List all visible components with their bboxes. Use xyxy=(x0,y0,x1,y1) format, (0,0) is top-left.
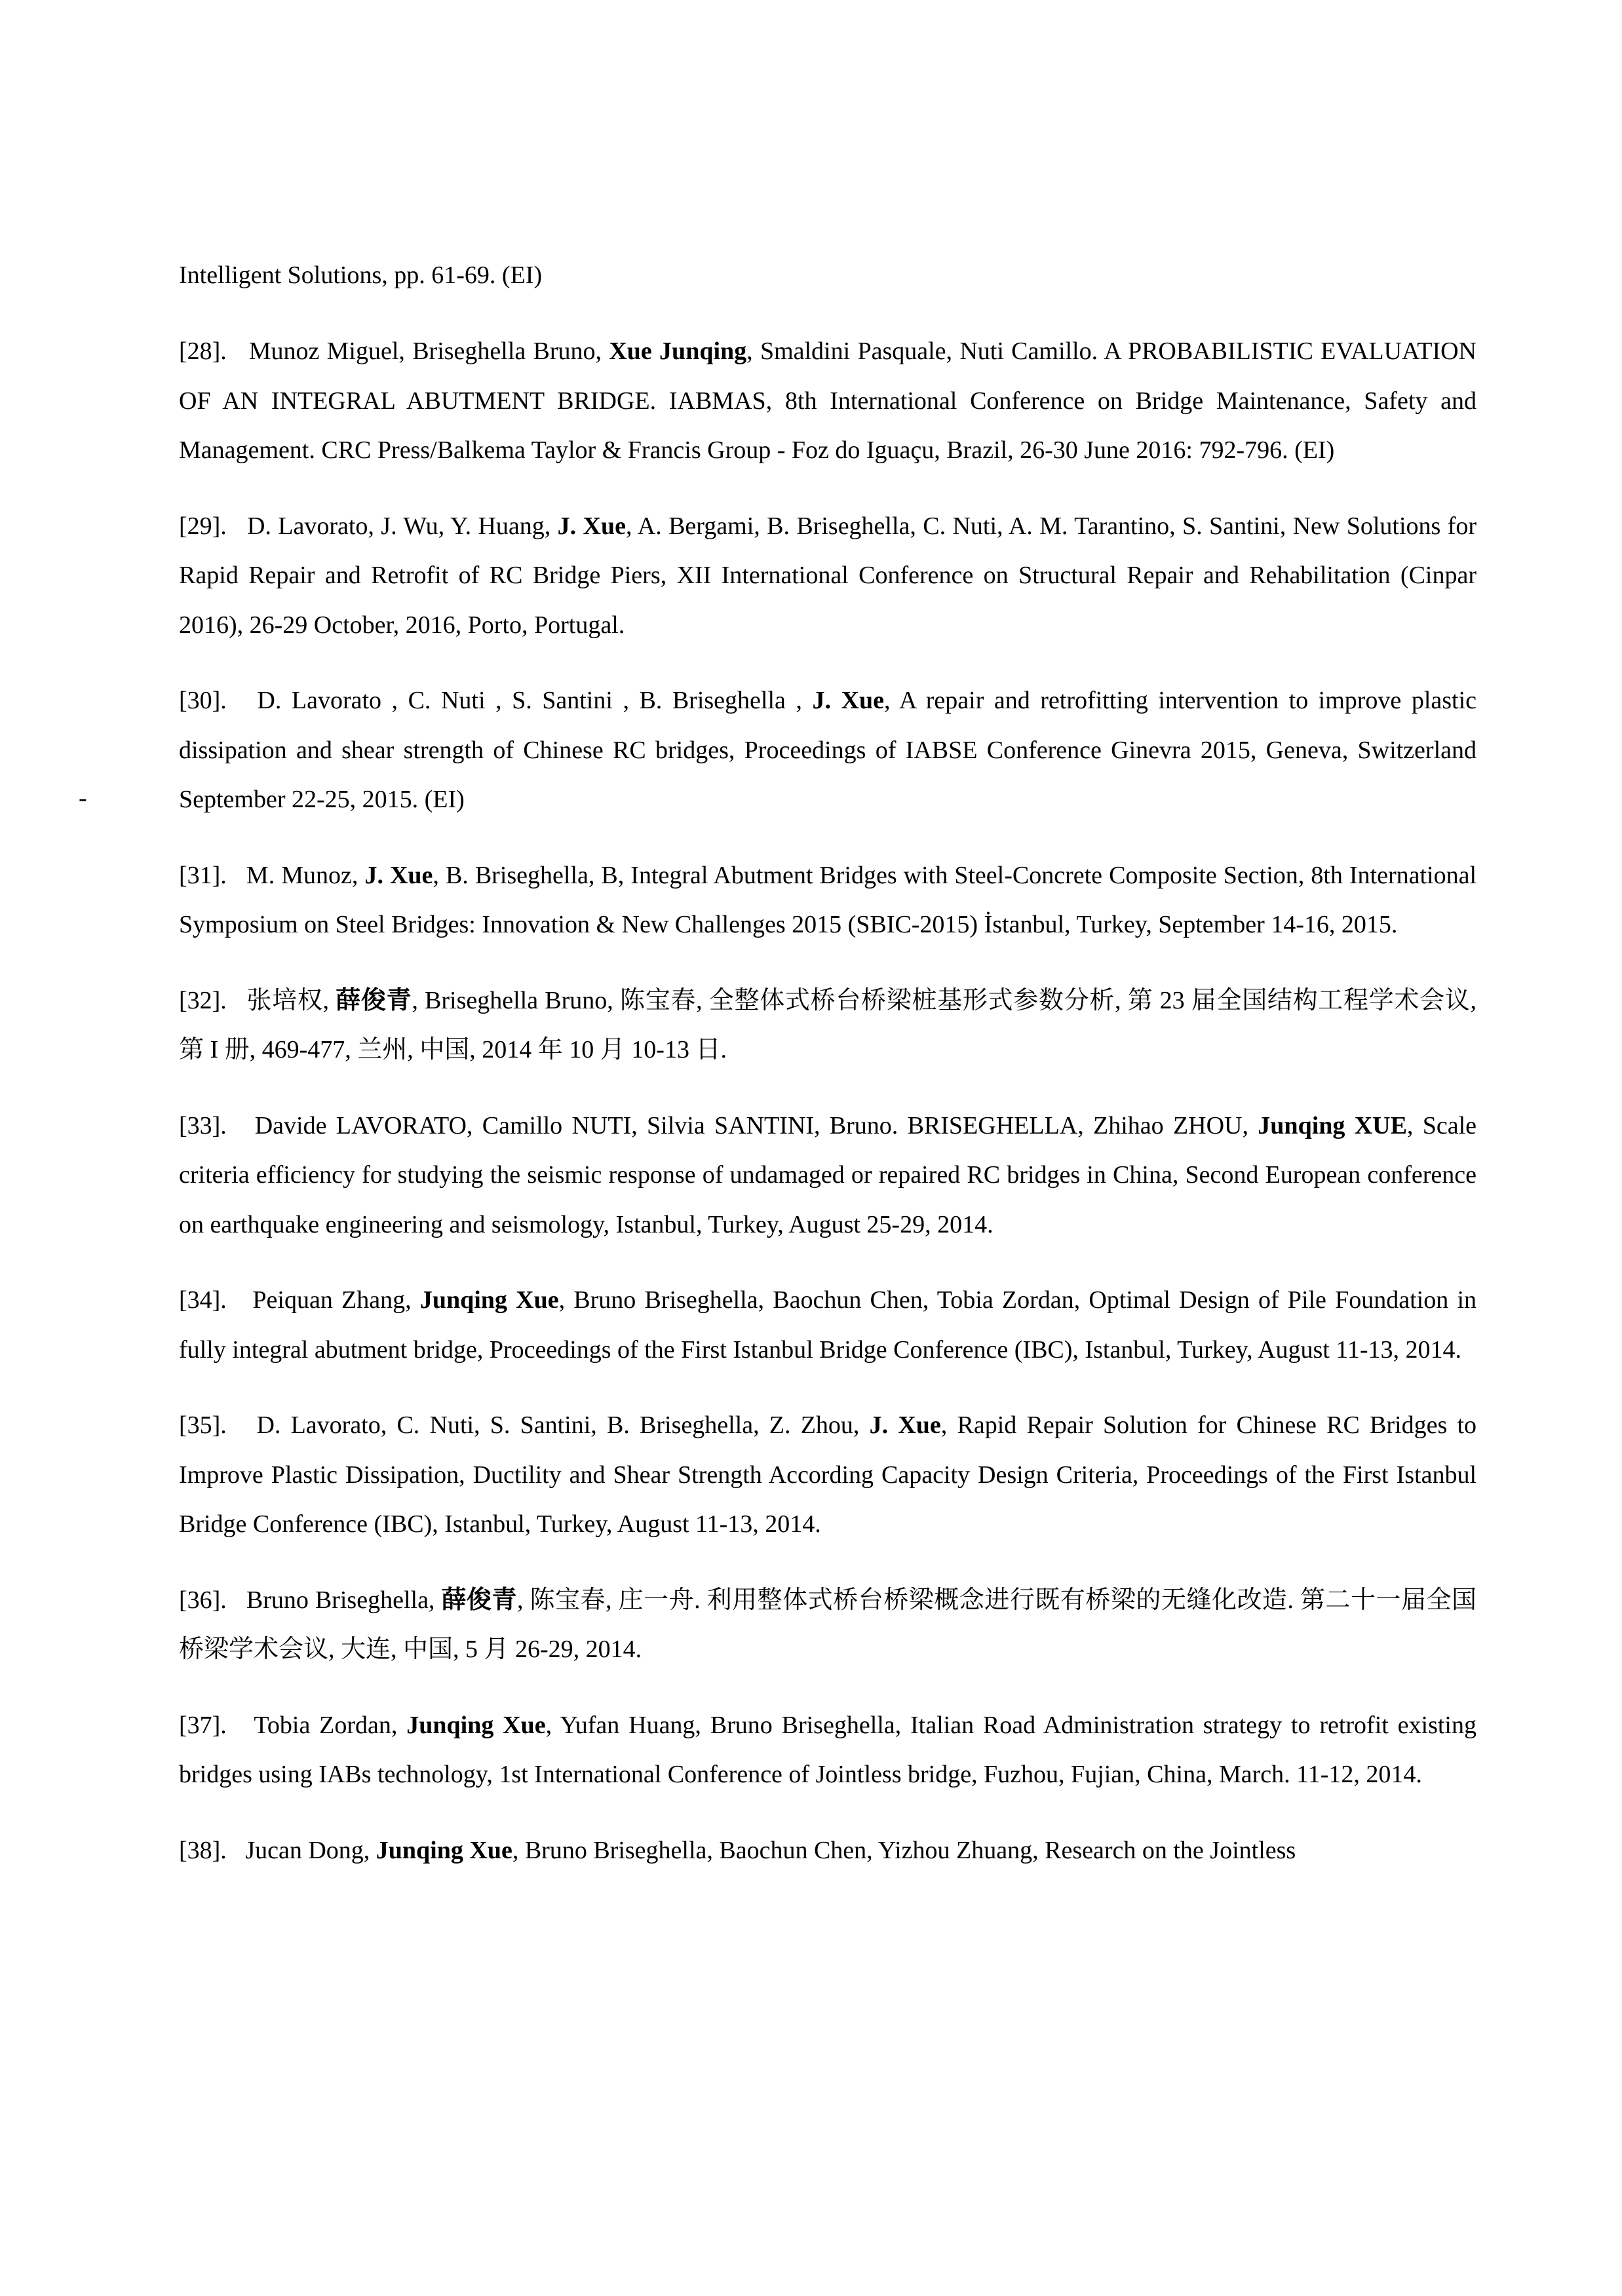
reference-number: [36]. xyxy=(179,1586,227,1614)
reference-text: , Bruno Briseghella, Baochun Chen, Yizhou Zhuang, Research on the Jointless xyxy=(512,1836,1296,1864)
reference-entry xyxy=(179,1276,1477,1375)
reference-text: , 陈宝春, 庄一舟. 利用整体式桥台桥梁概念进行既有桥梁的无缝化改造. 第二十一届全国桥梁学术会议, 大连, 中国, 5 月 26-29, 2014. xyxy=(179,1586,1477,1663)
reference-number: [28]. xyxy=(179,337,227,365)
reference-text: M. Munoz, xyxy=(246,861,365,889)
reference-text: Jucan Dong, xyxy=(245,1836,376,1864)
reference-text: D. Lavorato, J. Wu, Y. Huang, xyxy=(246,512,558,540)
reference-number: [35]. xyxy=(179,1411,227,1439)
highlighted-author: Xue Junqing xyxy=(609,337,747,365)
reference-text: , Yufan Huang, Bruno Briseghella, Italian Road Administration strategy to retrofit existing bridges using IABs technology, 1st International Conference of Jointless bridge, Fuzhou, Fujian, China, March. 11-12, 2014. xyxy=(179,1711,1477,1788)
reference-text: , Smaldini Pasquale, Nuti Camillo. A PROBABILISTIC EVALUATION OF AN INTEGRAL ABUTMENT BRIDGE. IABMAS, 8th International Conference on Bridge Maintenance, Safety and Management. CRC Press/Balkema Taylor & Francis Group - Foz do Iguaçu, Brazil, 26-30 June 2016: 792-796. (EI) xyxy=(179,337,1477,464)
reference-text: , A. Bergami, B. Briseghella, C. Nuti, A. M. Tarantino, S. Santini, New Solutions for Rapid Repair and Retrofit of RC Bridge Piers, XII International Conference on Structural Repair and Rehabilitation (Cinpar 2016), 26-29 October, 2016, Porto, Portugal. xyxy=(179,512,1477,639)
reference-text: , Bruno Briseghella, Baochun Chen, Tobia Zordan, Optimal Design of Pile Foundation in fully integral abutment bridge, Proceedings of the First Istanbul Bridge Conference (IBC), Istanbul, Turkey, August 11-13, 2014. xyxy=(179,1286,1477,1364)
reference-text: , A repair and retrofitting intervention to improve plastic dissipation and shear strength of Chinese RC bridges, Proceedings of IABSE Conference Ginevra 2015, Geneva, Switzerland September 22-25, 2015. (EI) xyxy=(179,687,1477,813)
reference-number: [38]. xyxy=(179,1836,227,1864)
highlighted-author: J. Xue xyxy=(812,687,884,714)
reference-number: [30]. xyxy=(179,687,227,714)
reference-text: Peiquan Zhang, xyxy=(252,1286,420,1314)
reference-text: , Briseghella Bruno, 陈宝春, 全整体式桥台桥梁桩基形式参数分析, 第 23 届全国结构工程学术会议, 第 I 册, 469-477, 兰州, 中国, 2014 年 10 月 10-13 日. xyxy=(179,986,1477,1063)
reference-text: Bruno Briseghella, xyxy=(246,1586,442,1614)
reference-number: [34]. xyxy=(179,1286,227,1314)
highlighted-author: Junqing Xue xyxy=(376,1836,512,1864)
continued-reference-line: Intelligent Solutions, pp. 61-69. (EI) xyxy=(179,261,543,289)
reference-entry xyxy=(179,1701,1477,1800)
margin-mark: - xyxy=(79,784,87,812)
reference-entry xyxy=(179,1826,1477,1876)
reference-text: Munoz Miguel, Briseghella Bruno, xyxy=(248,337,609,365)
reference-list xyxy=(179,250,1477,1875)
reference-entry xyxy=(179,327,1477,476)
reference-text: Davide LAVORATO, Camillo NUTI, Silvia SANTINI, Bruno. BRISEGHELLA, Zhihao ZHOU, xyxy=(254,1111,1258,1139)
reference-entry xyxy=(179,502,1477,651)
reference-text: , Scale criteria efficiency for studying the seismic response of undamaged or repaired RC bridges in China, Second European conference on earthquake engineering and seismology, Istanbul, Turkey, August 25-29, 2014. xyxy=(179,1111,1477,1238)
highlighted-author: 薛俊青 xyxy=(336,986,412,1014)
highlighted-author: Junqing Xue xyxy=(406,1711,546,1739)
reference-entry xyxy=(179,1576,1477,1675)
reference-entry xyxy=(179,851,1477,950)
reference-text: , Rapid Repair Solution for Chinese RC Bridges to Improve Plastic Dissipation, Ductility and Shear Strength According Capacity Design Criteria, Proceedings of the First Istanbul Bridge Conference (IBC), Istanbul, Turkey, August 11-13, 2014. xyxy=(179,1411,1477,1538)
references-container xyxy=(179,327,1477,1875)
highlighted-author: J. Xue xyxy=(557,512,626,540)
reference-text: 张培权, xyxy=(246,986,336,1014)
reference-number: [29]. xyxy=(179,512,227,540)
reference-text: Tobia Zordan, xyxy=(254,1711,407,1739)
reference-number: [37]. xyxy=(179,1711,227,1739)
reference-text: D. Lavorato, C. Nuti, S. Santini, B. Briseghella, Z. Zhou, xyxy=(256,1411,870,1439)
highlighted-author: Junqing XUE xyxy=(1258,1111,1407,1139)
highlighted-author: J. Xue xyxy=(869,1411,941,1439)
reference-number: [31]. xyxy=(179,861,227,889)
reference-text: , B. Briseghella, B, Integral Abutment Bridges with Steel-Concrete Composite Section, 8th International Symposium on Steel Bridges: Innovation & New Challenges 2015 (SBIC-2015) İstanbul, Turkey, September 14-16, 2015. xyxy=(179,861,1477,938)
reference-entry xyxy=(179,976,1477,1075)
reference-entry xyxy=(179,1101,1477,1250)
reference-number: [32]. xyxy=(179,986,227,1014)
highlighted-author: 薛俊青 xyxy=(441,1586,517,1614)
reference-entry xyxy=(179,1401,1477,1550)
reference-entry xyxy=(179,676,1477,825)
highlighted-author: Junqing Xue xyxy=(419,1286,559,1314)
reference-number: [33]. xyxy=(179,1111,227,1139)
highlighted-author: J. Xue xyxy=(364,861,433,889)
reference-text: D. Lavorato , C. Nuti , S. Santini , B. Briseghella , xyxy=(257,687,813,714)
